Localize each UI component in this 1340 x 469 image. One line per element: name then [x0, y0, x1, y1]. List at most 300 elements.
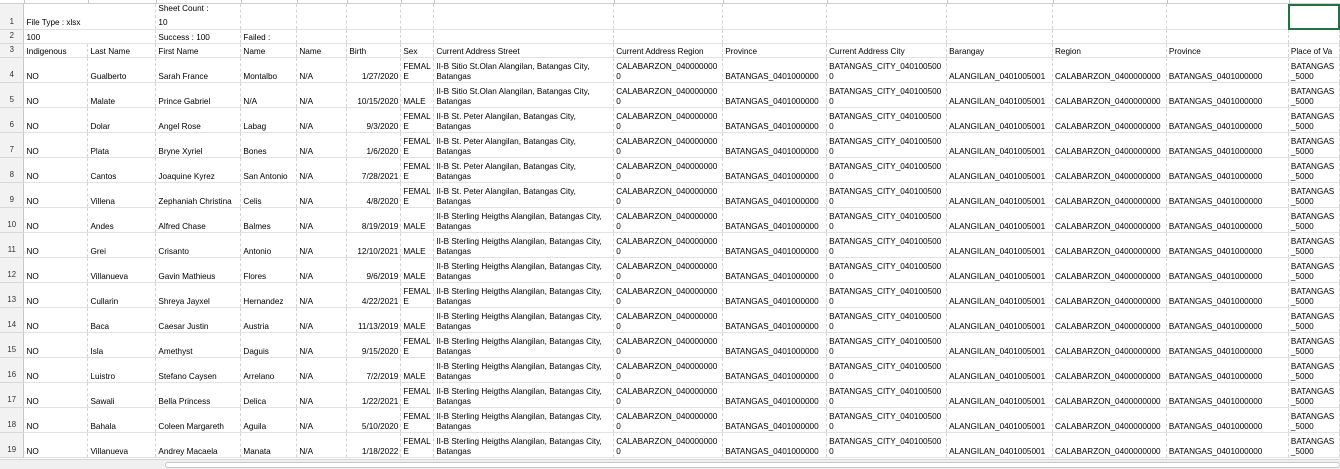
header-address-street[interactable]: Current Address Street [434, 44, 614, 58]
header-first-name[interactable]: First Name [156, 44, 241, 58]
cell-birth[interactable]: 1/6/2020 [347, 133, 401, 158]
selected-cell[interactable] [1288, 4, 1339, 30]
cell-place-of-vaccination[interactable]: BATANGAS_5000 [1288, 308, 1339, 333]
cell-indigenous[interactable]: NO [24, 383, 88, 408]
cell-middle-name[interactable]: Arrelano [241, 358, 297, 383]
cell-suffix-name[interactable]: N/A [297, 83, 347, 108]
cell-last-name[interactable]: Luistro [88, 358, 156, 383]
cell-empty[interactable] [1053, 4, 1167, 30]
cell-address-street[interactable]: II-B St. Peter Alangilan, Batangas City, Batangas [434, 183, 614, 208]
cell-place-of-vaccination[interactable]: BATANGAS_5000 [1288, 183, 1339, 208]
cell-indigenous[interactable]: NO [24, 83, 88, 108]
cell-empty[interactable] [401, 4, 434, 30]
cell-region[interactable]: CALABARZON_0400000000 [1053, 433, 1167, 458]
cell-last-name[interactable]: Dolar [88, 108, 156, 133]
cell-last-name[interactable]: Sawali [88, 383, 156, 408]
cell-place-of-vaccination[interactable]: BATANGAS_5000 [1288, 408, 1339, 433]
header-address-region[interactable]: Current Address Region [614, 44, 723, 58]
cell-barangay[interactable]: ALANGILAN_0401005001 [947, 208, 1053, 233]
cell-first-name[interactable]: Stefano Caysen [156, 358, 241, 383]
cell-address-city[interactable]: BATANGAS_CITY_0401005000 [827, 133, 947, 158]
cell-middle-name[interactable]: N/A [241, 83, 297, 108]
cell-empty[interactable] [827, 30, 947, 44]
cell-empty[interactable] [1166, 4, 1288, 30]
cell-empty[interactable] [297, 4, 347, 30]
cell-empty[interactable] [1166, 30, 1288, 44]
cell-address-city[interactable]: BATANGAS_CITY_0401005000 [827, 383, 947, 408]
cell-suffix-name[interactable]: N/A [297, 233, 347, 258]
cell-address-region[interactable]: CALABARZON_0400000000 [614, 108, 723, 133]
cell-address-region[interactable]: CALABARZON_0400000000 [614, 308, 723, 333]
cell-sex[interactable]: FEMALE [401, 433, 434, 458]
cell-place-of-vaccination[interactable]: BATANGAS_5000 [1288, 108, 1339, 133]
cell-place-of-vaccination[interactable]: BATANGAS_5000 [1288, 133, 1339, 158]
cell-suffix-name[interactable]: N/A [297, 133, 347, 158]
cell-birth[interactable]: 9/6/2019 [347, 258, 401, 283]
cell-region[interactable]: CALABARZON_0400000000 [1053, 83, 1167, 108]
cell-suffix-name[interactable]: N/A [297, 183, 347, 208]
cell-empty[interactable] [947, 4, 1053, 30]
cell-last-name[interactable]: Villanueva [88, 258, 156, 283]
row-header[interactable]: 15 [0, 333, 24, 358]
cell-empty[interactable] [434, 4, 614, 30]
cell-empty[interactable] [401, 30, 434, 44]
header-birth[interactable]: Birth [347, 44, 401, 58]
cell-birth[interactable]: 1/22/2021 [347, 383, 401, 408]
cell-middle-name[interactable]: Montalbo [241, 58, 297, 83]
cell-first-name[interactable]: Joaquine Kyrez [156, 158, 241, 183]
cell-province-2[interactable]: BATANGAS_0401000000 [1166, 433, 1288, 458]
cell-barangay[interactable]: ALANGILAN_0401005001 [947, 158, 1053, 183]
cell-first-name[interactable]: Gavin Mathieus [156, 258, 241, 283]
cell-address-street[interactable]: II-B Sterling Heigths Alangilan, Batangas City, Batangas [434, 408, 614, 433]
row-header[interactable]: 17 [0, 383, 24, 408]
cell-address-city[interactable]: BATANGAS_CITY_0401005000 [827, 358, 947, 383]
cell-region[interactable]: CALABARZON_0400000000 [1053, 383, 1167, 408]
row-header[interactable]: 4 [0, 58, 24, 83]
cell-address-street[interactable]: II-B Sterling Heigths Alangilan, Batangas City, Batangas [434, 233, 614, 258]
cell-province[interactable]: BATANGAS_0401000000 [723, 433, 827, 458]
cell-middle-name[interactable]: Labag [241, 108, 297, 133]
cell-barangay[interactable]: ALANGILAN_0401005001 [947, 108, 1053, 133]
cell-last-name[interactable]: Plata [88, 133, 156, 158]
cell-last-name[interactable]: Gualberto [88, 58, 156, 83]
cell-province[interactable]: BATANGAS_0401000000 [723, 408, 827, 433]
cell-middle-name[interactable]: Austria [241, 308, 297, 333]
cell-address-region[interactable]: CALABARZON_0400000000 [614, 158, 723, 183]
cell-barangay[interactable]: ALANGILAN_0401005001 [947, 308, 1053, 333]
cell-indigenous[interactable]: NO [24, 133, 88, 158]
scrollbar-thumb[interactable] [165, 462, 1340, 468]
row-header[interactable]: 14 [0, 308, 24, 333]
cell-first-name[interactable]: Shreya Jayxel [156, 283, 241, 308]
header-sex[interactable]: Sex [401, 44, 434, 58]
row-header[interactable]: 11 [0, 233, 24, 258]
header-barangay[interactable]: Barangay [947, 44, 1053, 58]
cell-place-of-vaccination[interactable]: BATANGAS_5000 [1288, 58, 1339, 83]
cell-suffix-name[interactable]: N/A [297, 308, 347, 333]
cell-indigenous[interactable]: NO [24, 433, 88, 458]
header-region[interactable]: Region [1053, 44, 1167, 58]
cell-address-city[interactable]: BATANGAS_CITY_0401005000 [827, 308, 947, 333]
cell-suffix-name[interactable]: N/A [297, 258, 347, 283]
cell-first-name[interactable]: Angel Rose [156, 108, 241, 133]
cell-birth[interactable]: 12/10/2021 [347, 233, 401, 258]
cell-region[interactable]: CALABARZON_0400000000 [1053, 408, 1167, 433]
cell-middle-name[interactable]: Balmes [241, 208, 297, 233]
horizontal-scrollbar[interactable] [0, 459, 1340, 469]
header-last-name[interactable]: Last Name [88, 44, 156, 58]
cell-birth[interactable]: 10/15/2020 [347, 83, 401, 108]
cell-sex[interactable]: MALE [401, 308, 434, 333]
cell-address-region[interactable]: CALABARZON_0400000000 [614, 333, 723, 358]
cell-province[interactable]: BATANGAS_0401000000 [723, 383, 827, 408]
cell-empty[interactable] [827, 4, 947, 30]
cell-first-name[interactable]: Crisanto [156, 233, 241, 258]
cell-last-name[interactable]: Villanueva [88, 433, 156, 458]
cell-address-street[interactable]: II-B Sterling Heigths Alangilan, Batangas City, Batangas [434, 383, 614, 408]
cell-region[interactable]: CALABARZON_0400000000 [1053, 183, 1167, 208]
cell-failed[interactable]: Failed : [241, 30, 297, 44]
cell-address-street[interactable]: II-B Sitio St.Olan Alangilan, Batangas City, Batangas [434, 58, 614, 83]
cell-first-name[interactable]: Amethyst [156, 333, 241, 358]
cell-first-name[interactable]: Zephaniah Christina [156, 183, 241, 208]
cell-address-city[interactable]: BATANGAS_CITY_0401005000 [827, 233, 947, 258]
cell-place-of-vaccination[interactable]: BATANGAS_5000 [1288, 208, 1339, 233]
cell-barangay[interactable]: ALANGILAN_0401005001 [947, 183, 1053, 208]
cell-province[interactable]: BATANGAS_0401000000 [723, 158, 827, 183]
cell-first-name[interactable]: Bella Princess [156, 383, 241, 408]
cell-place-of-vaccination[interactable]: BATANGAS_5000 [1288, 83, 1339, 108]
cell-middle-name[interactable]: Celis [241, 183, 297, 208]
cell-sex[interactable]: MALE [401, 83, 434, 108]
row-header[interactable]: 7 [0, 133, 24, 158]
cell-province[interactable]: BATANGAS_0401000000 [723, 358, 827, 383]
cell-success[interactable]: Success : 100 [156, 30, 241, 44]
cell-province-2[interactable]: BATANGAS_0401000000 [1166, 283, 1288, 308]
cell-place-of-vaccination[interactable]: BATANGAS_5000 [1288, 358, 1339, 383]
header-middle-name[interactable]: Name [241, 44, 297, 58]
cell-address-city[interactable]: BATANGAS_CITY_0401005000 [827, 83, 947, 108]
cell-birth[interactable]: 5/10/2020 [347, 408, 401, 433]
cell-indigenous[interactable]: NO [24, 358, 88, 383]
cell-region[interactable]: CALABARZON_0400000000 [1053, 133, 1167, 158]
cell-birth[interactable]: 8/19/2019 [347, 208, 401, 233]
cell-address-region[interactable]: CALABARZON_0400000000 [614, 283, 723, 308]
cell-address-street[interactable]: II-B St. Peter Alangilan, Batangas City, Batangas [434, 133, 614, 158]
cell-last-name[interactable]: Andes [88, 208, 156, 233]
cell-last-name[interactable]: Cantos [88, 158, 156, 183]
cell-address-street[interactable]: II-B Sterling Heigths Alangilan, Batangas City, Batangas [434, 208, 614, 233]
cell-suffix-name[interactable]: N/A [297, 358, 347, 383]
cell-address-street[interactable]: II-B Sterling Heigths Alangilan, Batangas City, Batangas [434, 433, 614, 458]
cell-address-region[interactable]: CALABARZON_0400000000 [614, 383, 723, 408]
row-header-3[interactable]: 3 [0, 44, 24, 58]
cell-address-region[interactable]: CALABARZON_0400000000 [614, 433, 723, 458]
cell-empty[interactable] [297, 30, 347, 44]
cell-suffix-name[interactable]: N/A [297, 433, 347, 458]
cell-address-region[interactable]: CALABARZON_0400000000 [614, 258, 723, 283]
cell-province[interactable]: BATANGAS_0401000000 [723, 283, 827, 308]
cell-region[interactable]: CALABARZON_0400000000 [1053, 308, 1167, 333]
cell-first-name[interactable]: Bryne Xyriel [156, 133, 241, 158]
cell-indigenous[interactable]: NO [24, 333, 88, 358]
cell-middle-name[interactable]: Hernandez [241, 283, 297, 308]
cell-total[interactable] [24, 30, 156, 44]
cell-address-region[interactable]: CALABARZON_0400000000 [614, 133, 723, 158]
cell-place-of-vaccination[interactable]: BATANGAS_5000 [1288, 158, 1339, 183]
cell-region[interactable]: CALABARZON_0400000000 [1053, 233, 1167, 258]
cell-sex[interactable]: FEMALE [401, 108, 434, 133]
cell-address-street[interactable]: II-B Sterling Heigths Alangilan, Batangas City, Batangas [434, 358, 614, 383]
cell-province-2[interactable]: BATANGAS_0401000000 [1166, 408, 1288, 433]
cell-suffix-name[interactable]: N/A [297, 158, 347, 183]
cell-province[interactable]: BATANGAS_0401000000 [723, 133, 827, 158]
cell-sex[interactable]: MALE [401, 208, 434, 233]
cell-suffix-name[interactable]: N/A [297, 208, 347, 233]
cell-province[interactable]: BATANGAS_0401000000 [723, 233, 827, 258]
cell-empty[interactable] [723, 30, 827, 44]
cell-province-2[interactable]: BATANGAS_0401000000 [1166, 183, 1288, 208]
cell-last-name[interactable]: Malate [88, 83, 156, 108]
cell-address-city[interactable]: BATANGAS_CITY_0401005000 [827, 283, 947, 308]
cell-middle-name[interactable]: Daguis [241, 333, 297, 358]
cell-barangay[interactable]: ALANGILAN_0401005001 [947, 408, 1053, 433]
cell-last-name[interactable]: Grei [88, 233, 156, 258]
cell-file-type[interactable] [24, 4, 156, 30]
cell-region[interactable]: CALABARZON_0400000000 [1053, 158, 1167, 183]
cell-sheet-count[interactable] [156, 4, 241, 30]
cell-province-2[interactable]: BATANGAS_0401000000 [1166, 83, 1288, 108]
cell-address-region[interactable]: CALABARZON_0400000000 [614, 58, 723, 83]
cell-region[interactable]: CALABARZON_0400000000 [1053, 58, 1167, 83]
row-header[interactable]: 13 [0, 283, 24, 308]
cell-first-name[interactable]: Sarah France [156, 58, 241, 83]
header-province[interactable]: Province [723, 44, 827, 58]
cell-empty[interactable] [1288, 30, 1339, 44]
cell-barangay[interactable]: ALANGILAN_0401005001 [947, 83, 1053, 108]
cell-address-region[interactable]: CALABARZON_0400000000 [614, 408, 723, 433]
cell-place-of-vaccination[interactable]: BATANGAS_5000 [1288, 383, 1339, 408]
cell-first-name[interactable]: Prince Gabriel [156, 83, 241, 108]
row-header[interactable]: 6 [0, 108, 24, 133]
row-header[interactable]: 5 [0, 83, 24, 108]
cell-address-city[interactable]: BATANGAS_CITY_0401005000 [827, 108, 947, 133]
cell-address-street[interactable]: II-B St. Peter Alangilan, Batangas City, Batangas [434, 108, 614, 133]
cell-province[interactable]: BATANGAS_0401000000 [723, 58, 827, 83]
cell-province[interactable]: BATANGAS_0401000000 [723, 108, 827, 133]
cell-province[interactable]: BATANGAS_0401000000 [723, 183, 827, 208]
row-header-1[interactable]: 1 [0, 4, 24, 30]
header-indigenous[interactable]: Indigenous [24, 44, 88, 58]
cell-sex[interactable]: FEMALE [401, 333, 434, 358]
cell-barangay[interactable]: ALANGILAN_0401005001 [947, 358, 1053, 383]
cell-middle-name[interactable]: Aguila [241, 408, 297, 433]
cell-sex[interactable]: MALE [401, 258, 434, 283]
cell-province-2[interactable]: BATANGAS_0401000000 [1166, 133, 1288, 158]
cell-province[interactable]: BATANGAS_0401000000 [723, 308, 827, 333]
cell-birth[interactable]: 1/18/2022 [347, 433, 401, 458]
cell-indigenous[interactable]: NO [24, 208, 88, 233]
cell-middle-name[interactable]: Flores [241, 258, 297, 283]
cell-empty[interactable] [1053, 30, 1167, 44]
cell-middle-name[interactable]: San Antonio [241, 158, 297, 183]
cell-province-2[interactable]: BATANGAS_0401000000 [1166, 108, 1288, 133]
cell-region[interactable]: CALABARZON_0400000000 [1053, 283, 1167, 308]
cell-province[interactable]: BATANGAS_0401000000 [723, 258, 827, 283]
cell-region[interactable]: CALABARZON_0400000000 [1053, 108, 1167, 133]
cell-address-city[interactable]: BATANGAS_CITY_0401005000 [827, 183, 947, 208]
cell-barangay[interactable]: ALANGILAN_0401005001 [947, 233, 1053, 258]
cell-first-name[interactable]: Coleen Margareth [156, 408, 241, 433]
cell-indigenous[interactable]: NO [24, 283, 88, 308]
cell-birth[interactable]: 4/8/2020 [347, 183, 401, 208]
cell-empty[interactable] [347, 4, 401, 30]
cell-province-2[interactable]: BATANGAS_0401000000 [1166, 333, 1288, 358]
cell-province-2[interactable]: BATANGAS_0401000000 [1166, 358, 1288, 383]
cell-barangay[interactable]: ALANGILAN_0401005001 [947, 133, 1053, 158]
cell-indigenous[interactable]: NO [24, 233, 88, 258]
cell-middle-name[interactable]: Manata [241, 433, 297, 458]
cell-place-of-vaccination[interactable]: BATANGAS_5000 [1288, 258, 1339, 283]
cell-first-name[interactable]: Caesar Justin [156, 308, 241, 333]
cell-address-street[interactable]: II-B Sterling Heigths Alangilan, Batangas City, Batangas [434, 308, 614, 333]
cell-address-street[interactable]: II-B Sterling Heigths Alangilan, Batangas City, Batangas [434, 258, 614, 283]
cell-middle-name[interactable]: Delica [241, 383, 297, 408]
cell-birth[interactable]: 1/27/2020 [347, 58, 401, 83]
cell-address-city[interactable]: BATANGAS_CITY_0401005000 [827, 58, 947, 83]
row-header-2[interactable]: 2 [0, 30, 24, 44]
cell-address-region[interactable]: CALABARZON_0400000000 [614, 358, 723, 383]
cell-suffix-name[interactable]: N/A [297, 58, 347, 83]
cell-province-2[interactable]: BATANGAS_0401000000 [1166, 308, 1288, 333]
cell-empty[interactable] [614, 4, 723, 30]
cell-suffix-name[interactable]: N/A [297, 408, 347, 433]
cell-indigenous[interactable]: NO [24, 308, 88, 333]
cell-empty[interactable] [947, 30, 1053, 44]
row-header[interactable]: 9 [0, 183, 24, 208]
row-header[interactable]: 16 [0, 358, 24, 383]
cell-address-street[interactable]: II-B Sitio St.Olan Alangilan, Batangas City, Batangas [434, 83, 614, 108]
cell-indigenous[interactable]: NO [24, 183, 88, 208]
cell-sex[interactable]: FEMALE [401, 383, 434, 408]
cell-address-city[interactable]: BATANGAS_CITY_0401005000 [827, 333, 947, 358]
row-header[interactable]: 12 [0, 258, 24, 283]
cell-sex[interactable]: MALE [401, 358, 434, 383]
cell-sex[interactable]: FEMALE [401, 283, 434, 308]
cell-province-2[interactable]: BATANGAS_0401000000 [1166, 208, 1288, 233]
row-header[interactable]: 18 [0, 408, 24, 433]
cell-address-street[interactable]: II-B Sterling Heigths Alangilan, Batangas City, Batangas [434, 333, 614, 358]
cell-sex[interactable]: FEMALE [401, 58, 434, 83]
cell-empty[interactable] [347, 30, 401, 44]
cell-address-city[interactable]: BATANGAS_CITY_0401005000 [827, 158, 947, 183]
cell-region[interactable]: CALABARZON_0400000000 [1053, 358, 1167, 383]
cell-indigenous[interactable]: NO [24, 58, 88, 83]
cell-province-2[interactable]: BATANGAS_0401000000 [1166, 258, 1288, 283]
cell-barangay[interactable]: ALANGILAN_0401005001 [947, 433, 1053, 458]
cell-address-city[interactable]: BATANGAS_CITY_0401005000 [827, 208, 947, 233]
cell-indigenous[interactable]: NO [24, 258, 88, 283]
cell-province-2[interactable]: BATANGAS_0401000000 [1166, 383, 1288, 408]
row-header[interactable]: 19 [0, 433, 24, 458]
cell-suffix-name[interactable]: N/A [297, 333, 347, 358]
cell-last-name[interactable]: Isla [88, 333, 156, 358]
cell-sex[interactable]: FEMALE [401, 158, 434, 183]
header-place-of-vaccination[interactable]: Place of Va [1288, 44, 1339, 58]
cell-suffix-name[interactable]: N/A [297, 383, 347, 408]
cell-address-region[interactable]: CALABARZON_0400000000 [614, 233, 723, 258]
cell-province-2[interactable]: BATANGAS_0401000000 [1166, 58, 1288, 83]
cell-barangay[interactable]: ALANGILAN_0401005001 [947, 333, 1053, 358]
cell-birth[interactable]: 11/13/2019 [347, 308, 401, 333]
cell-indigenous[interactable]: NO [24, 158, 88, 183]
cell-barangay[interactable]: ALANGILAN_0401005001 [947, 258, 1053, 283]
cell-region[interactable]: CALABARZON_0400000000 [1053, 258, 1167, 283]
cell-middle-name[interactable]: Bones [241, 133, 297, 158]
cell-barangay[interactable]: ALANGILAN_0401005001 [947, 283, 1053, 308]
cell-last-name[interactable]: Villena [88, 183, 156, 208]
cell-sex[interactable]: MALE [401, 233, 434, 258]
cell-sex[interactable]: FEMALE [401, 408, 434, 433]
cell-address-city[interactable]: BATANGAS_CITY_0401005000 [827, 433, 947, 458]
cell-empty[interactable] [434, 30, 614, 44]
cell-suffix-name[interactable]: N/A [297, 283, 347, 308]
cell-place-of-vaccination[interactable]: BATANGAS_5000 [1288, 333, 1339, 358]
cell-first-name[interactable]: Alfred Chase [156, 208, 241, 233]
cell-place-of-vaccination[interactable]: BATANGAS_5000 [1288, 283, 1339, 308]
cell-empty[interactable] [241, 4, 297, 30]
cell-barangay[interactable]: ALANGILAN_0401005001 [947, 383, 1053, 408]
cell-address-region[interactable]: CALABARZON_0400000000 [614, 183, 723, 208]
cell-last-name[interactable]: Bahala [88, 408, 156, 433]
cell-place-of-vaccination[interactable]: BATANGAS_5000 [1288, 433, 1339, 458]
cell-last-name[interactable]: Baca [88, 308, 156, 333]
cell-region[interactable]: CALABARZON_0400000000 [1053, 208, 1167, 233]
cell-birth[interactable]: 7/28/2021 [347, 158, 401, 183]
cell-address-street[interactable]: II-B Sterling Heigths Alangilan, Batangas City, Batangas [434, 283, 614, 308]
cell-address-city[interactable]: BATANGAS_CITY_0401005000 [827, 408, 947, 433]
cell-birth[interactable]: 4/22/2021 [347, 283, 401, 308]
cell-barangay[interactable]: ALANGILAN_0401005001 [947, 58, 1053, 83]
cell-middle-name[interactable]: Antonio [241, 233, 297, 258]
cell-indigenous[interactable]: NO [24, 108, 88, 133]
cell-province-2[interactable]: BATANGAS_0401000000 [1166, 233, 1288, 258]
cell-address-region[interactable]: CALABARZON_0400000000 [614, 83, 723, 108]
cell-indigenous[interactable]: NO [24, 408, 88, 433]
cell-birth[interactable]: 9/15/2020 [347, 333, 401, 358]
cell-province[interactable]: BATANGAS_0401000000 [723, 208, 827, 233]
row-header[interactable]: 8 [0, 158, 24, 183]
cell-suffix-name[interactable]: N/A [297, 108, 347, 133]
cell-birth[interactable]: 7/2/2019 [347, 358, 401, 383]
cell-sex[interactable]: FEMALE [401, 133, 434, 158]
cell-empty[interactable] [723, 4, 827, 30]
header-province-2[interactable]: Province [1166, 44, 1288, 58]
cell-address-region[interactable]: CALABARZON_0400000000 [614, 208, 723, 233]
cell-sex[interactable]: FEMALE [401, 183, 434, 208]
cell-first-name[interactable]: Andrey Macaela [156, 433, 241, 458]
cell-region[interactable]: CALABARZON_0400000000 [1053, 333, 1167, 358]
header-address-city[interactable]: Current Address City [827, 44, 947, 58]
header-suffix-name[interactable]: Name [297, 44, 347, 58]
cell-address-street[interactable]: II-B St. Peter Alangilan, Batangas City, Batangas [434, 158, 614, 183]
cell-birth[interactable]: 9/3/2020 [347, 108, 401, 133]
cell-empty[interactable] [614, 30, 723, 44]
cell-last-name[interactable]: Cullarin [88, 283, 156, 308]
cell-province-2[interactable]: BATANGAS_0401000000 [1166, 158, 1288, 183]
cell-place-of-vaccination[interactable]: BATANGAS_5000 [1288, 233, 1339, 258]
